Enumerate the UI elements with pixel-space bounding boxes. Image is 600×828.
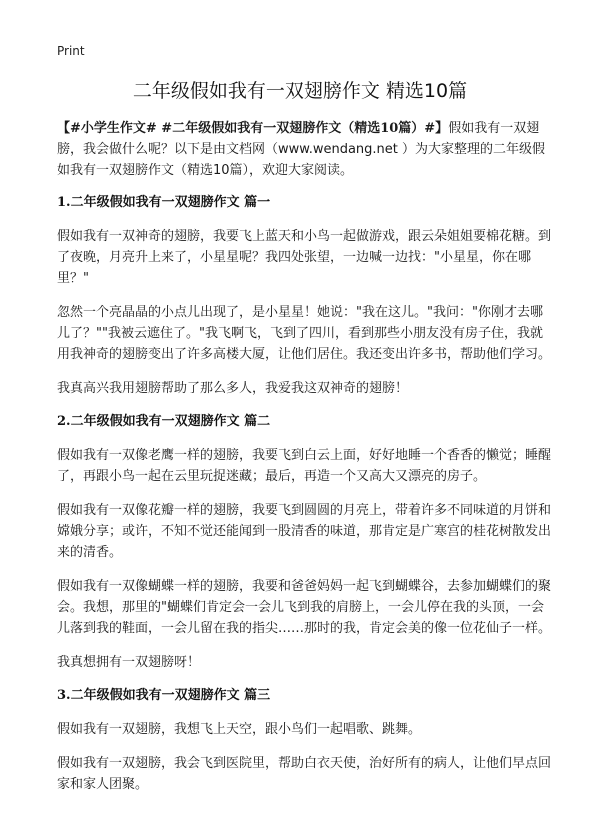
section-paragraph: 假如我有一双神奇的翅膀，我要飞上蓝天和小鸟一起做游戏，跟云朵姐姐要棉花糖。到了夜晚，月亮升上来了，小星星呢？我四处张望，一边喊一边找："小星星，你在哪里？" [57,229,552,286]
section-paragraph: 假如我有一双翅膀，我想飞上天空，跟小鸟们一起唱歌、跳舞。 [57,722,422,737]
article-body [57,118,555,808]
section-2 [57,412,555,673]
section-3 [57,686,555,795]
section-1 [57,193,555,399]
print-link[interactable]: Print [57,44,85,58]
section-heading: 1.二年级假如我有一双翅膀作文 篇一 [57,195,271,210]
section-paragraph: 假如我有一双翅膀，我会飞到医院里，帮助白衣天使，治好所有的病人，让他们早点回家和家人团聚。 [57,756,552,792]
section-heading: 3.二年级假如我有一双翅膀作文 篇三 [57,688,271,703]
intro-paragraph [57,118,555,181]
intro-text: 假如我有一双翅膀，我会做什么呢？以下是由文档网（www.wendang.net ）为大家整理的二年级假如我有一双翅膀作文（精选10篇），欢迎大家阅读。 [57,121,546,178]
section-paragraph: 我真高兴我用翅膀帮助了那么多人，我爱我这双神奇的翅膀！ [57,381,409,396]
section-paragraph: 假如我有一双像花瓣一样的翅膀，我要飞到圆圆的月亮上，带着许多不同味道的月饼和嫦娥分享；或许，不知不觉还能闻到一股清香的味道，那肯定是广寒宫的桂花树散发出来的清香。 [57,503,552,560]
section-heading: 2.二年级假如我有一双翅膀作文 篇二 [57,414,271,429]
section-paragraph: 忽然一个亮晶晶的小点儿出现了，是小星星！她说："我在这儿。"我问："你刚才去哪儿了？""我被云遮住了。"我飞啊飞，飞到了四川，看到那些小朋友没有房子住，我就用我神奇的翅膀变出了许多高楼大厦，让他们居住。我还变出许多书，帮助他们学习。 [57,305,552,362]
section-paragraph: 我真想拥有一双翅膀呀！ [57,655,201,670]
section-paragraph: 假如我有一双像老鹰一样的翅膀，我要飞到白云上面，好好地睡一个香香的懒觉；睡醒了，再跟小鸟一起在云里玩捉迷藏；最后，再造一个又高大又漂亮的房子。 [57,448,552,484]
page-title: 二年级假如我有一双翅膀作文 精选10篇 [132,80,468,102]
section-paragraph: 假如我有一双像蝴蝶一样的翅膀，我要和爸爸妈妈一起飞到蝴蝶谷，去参加蝴蝶们的聚会。我想，那里的"蝴蝶们肯定会一会儿飞到我的肩膀上，一会儿停在我的头顶，一会儿落到我的鞋面，一会儿留在我的指尖……那时的我，肯定会美的像一位花仙子一样。 [57,579,552,636]
intro-tag: 【#小学生作文# #二年级假如我有一双翅膀作文（精选10篇）#】 [57,121,449,136]
